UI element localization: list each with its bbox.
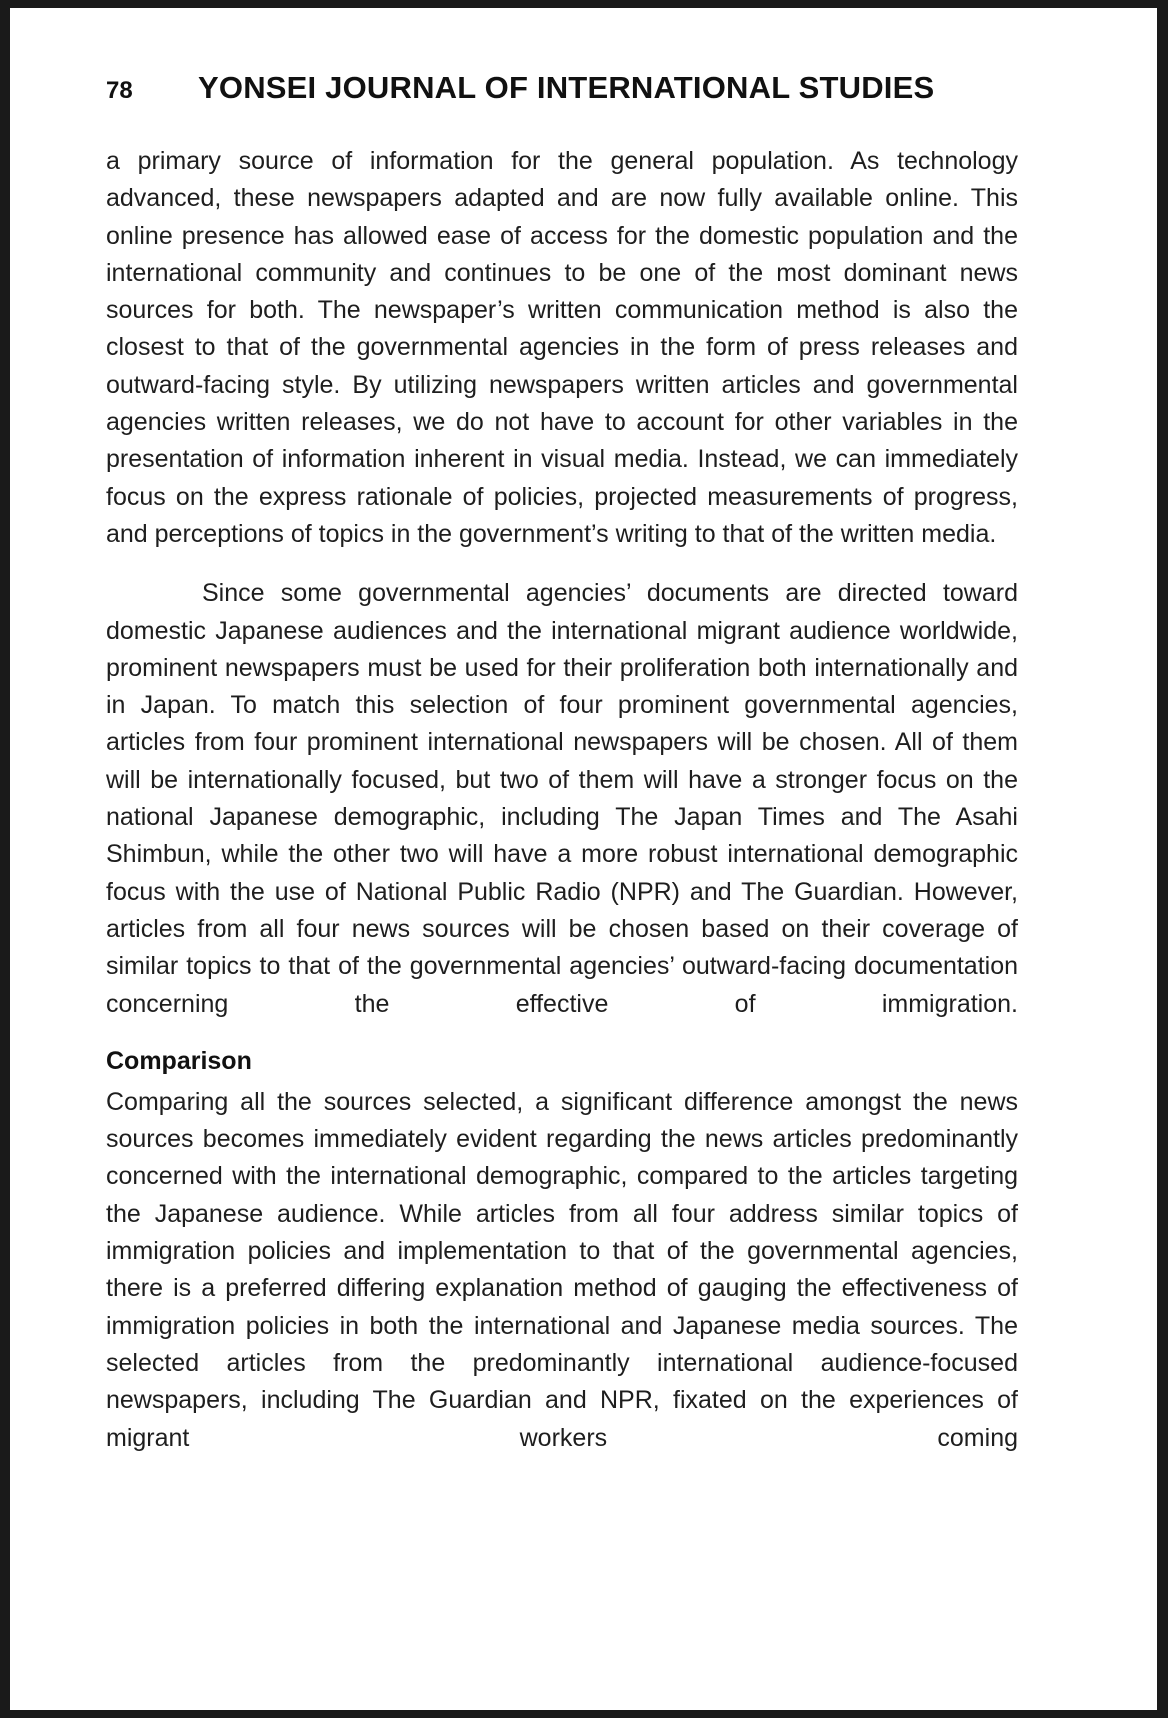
paragraph-comparison: Comparing all the sources selected, a significant difference amongst the news sources becomes immediately evident regarding the news articles predominantly concerned with the international demographic, compared to the articles targeting the Japanese audience. While articles from all four address similar topics of immigration policies and implementation to that of the governmental agencies, there is a preferred differing explanation method of gauging the effectiveness of immigration policies in both the international and Japanese media sources. The selected articles from the predominantly international audience-focused newspapers, including The Guardian and NPR, fixated on the experiences of migrant workers coming [106,1087,1018,1452]
page-number: 78 [106,77,133,104]
section-heading-comparison: Comparison [106,1046,252,1075]
body-text [106,143,1018,1457]
paragraph-sources-intro: a primary source of information for the general population. As technology advanced, these newspapers adapted and are now fully available online. This online presence has allowed ease of access for the domestic population and the international community and continues to be one of the most dominant news sources for both. The newspaper’s written communication method is also the closest to that of the governmental agencies in the form of press releases and outward-facing style. By utilizing newspapers written articles and governmental agencies written releases, we do not have to account for other variables in the presentation of information inherent in visual media. Instead, we can immediately focus on the express rationale of policies, projected measurements of progress, and perceptions of topics in the government’s writing to that of the written media. [106,147,1018,548]
running-head-title: YONSEI JOURNAL OF INTERNATIONAL STUDIES [198,70,935,105]
document-page [10,8,1157,1710]
paragraph-newspaper-selection: Since some governmental agencies’ documents are directed toward domestic Japanese audiences and the international migrant audience worldwide, prominent newspapers must be used for their proliferation both internationally and in Japan. To match this selection of four prominent governmental agencies, articles from four prominent international newspapers will be chosen. All of them will be internationally focused, but two of them will have a stronger focus on the national Japanese demographic, including The Japan Times and The Asahi Shimbun, while the other two will have a more robust international demographic focus with the use of National Public Radio (NPR) and The Guardian. However, articles from all four news sources will be chosen based on their coverage of similar topics to that of the governmental agencies’ outward-facing documentation concerning the effective of immigration. [106,579,1018,1018]
page-header [106,70,934,106]
